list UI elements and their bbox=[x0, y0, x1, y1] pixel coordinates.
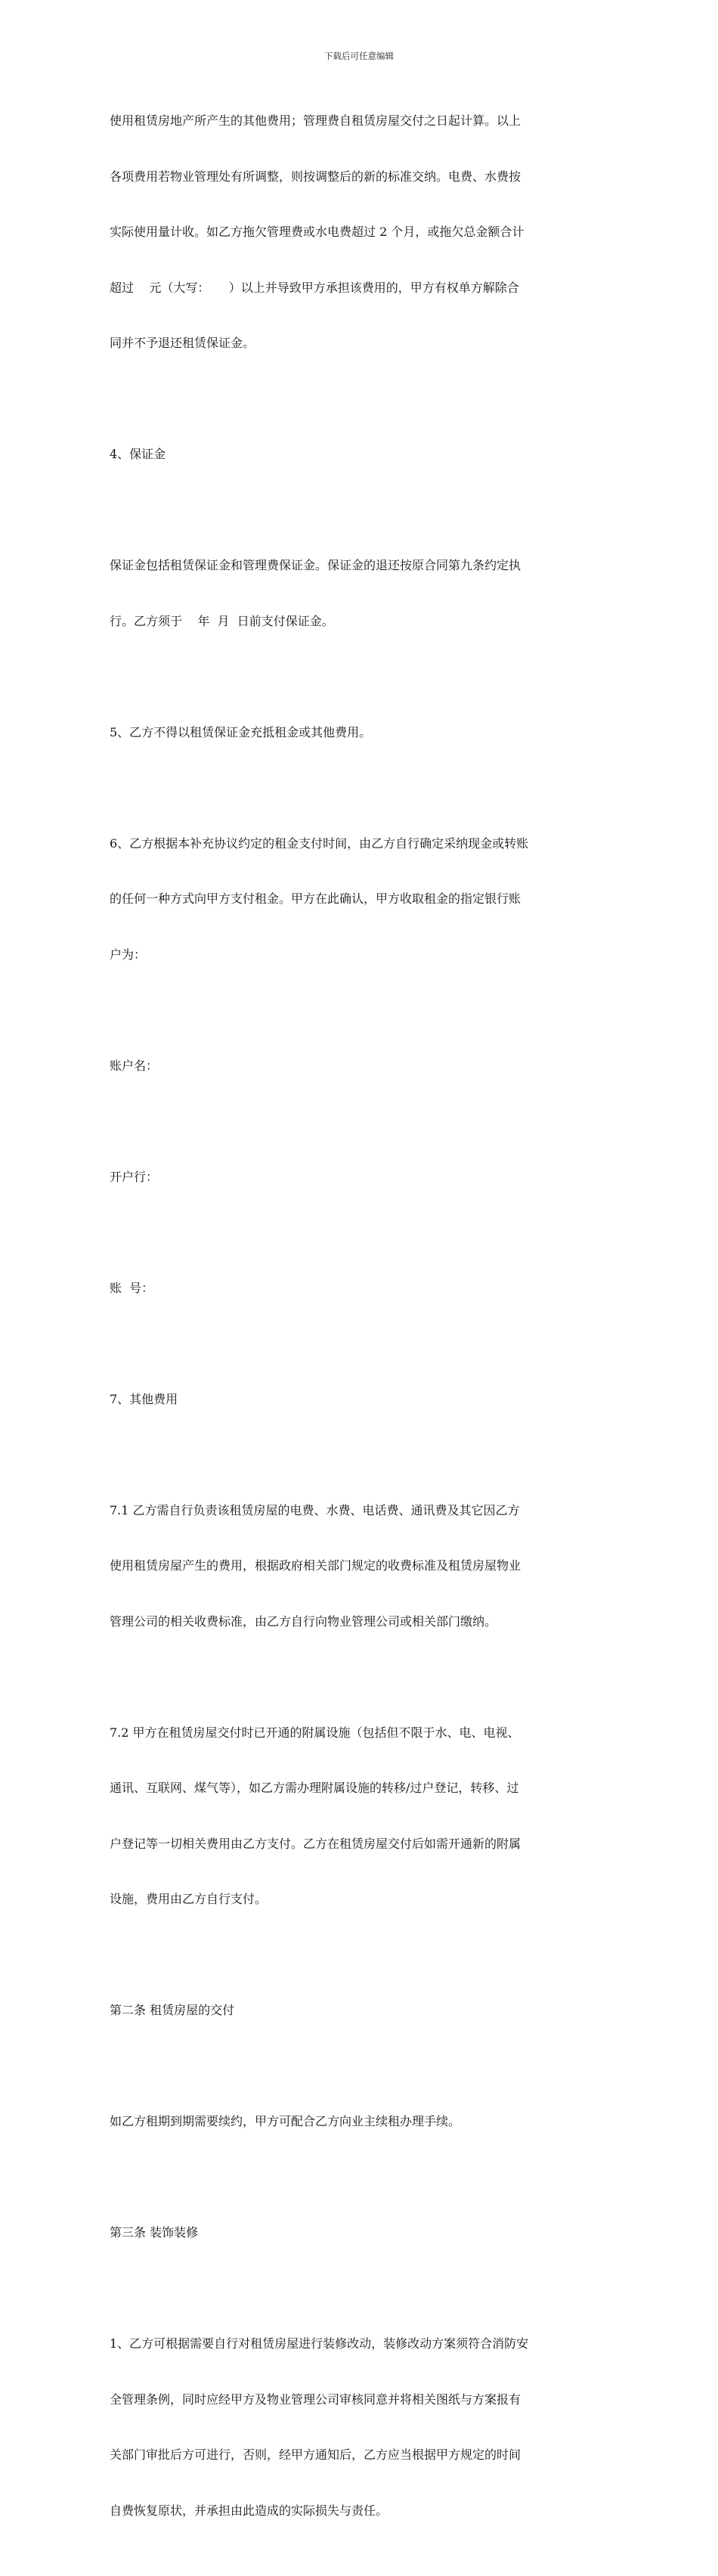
bank-field bbox=[110, 1131, 612, 1224]
text-line: 各项费用若物业管理处有所调整，则按调整后的新的标准交纳。电费、水费按 bbox=[110, 169, 521, 184]
text-line: 账户名： bbox=[110, 1058, 159, 1073]
text-line: 管理公司的相关收费标准，由乙方自行向物业管理公司或相关部门缴纳。 bbox=[110, 1613, 497, 1629]
text-line: 户登记等一切相关费用由乙方支付。乙方在租赁房屋交付后如需开通新的附属 bbox=[110, 1836, 521, 1851]
text-line: 第三条 装饰装修 bbox=[110, 2225, 199, 2240]
text-line: 账 号： bbox=[110, 1280, 154, 1295]
text-line: 设施，费用由乙方自行支付。 bbox=[110, 1892, 268, 1906]
text-line: 行。乙方须于 年 月 日前支付保证金。 bbox=[110, 613, 334, 628]
text-line: 保证金包括租赁保证金和管理费保证金。保证金的退还按原合同第九条约定执 bbox=[110, 558, 521, 572]
text-line: 户为： bbox=[110, 947, 147, 962]
text-line: 使用租赁房地产所产生的其他费用；管理费自租赁房屋交付之日起计算。以上 bbox=[110, 113, 521, 128]
text-line: 关部门审批后方可进行，否则，经甲方通知后，乙方应当根据甲方规定的时间 bbox=[110, 2447, 521, 2462]
account-name-field bbox=[110, 1020, 612, 1113]
paragraph-deposit bbox=[110, 519, 612, 668]
text-line: 实际使用量计收。如乙方拖欠管理费或水电费超过 2 个月，或拖欠总金额合计 bbox=[110, 225, 525, 239]
text-line: 使用租赁房屋产生的费用，根据政府相关部门规定的收费标准及租赁房屋物业 bbox=[110, 1558, 521, 1573]
account-number-field bbox=[110, 1242, 612, 1335]
page-header: 下载后可任意编辑 bbox=[324, 51, 394, 61]
text-line: 通讯、互联网、煤气等），如乙方需办理附属设施的转移/过户登记，转移、过 bbox=[110, 1781, 519, 1795]
text-line: 自费恢复原状，并承担由此造成的实际损失与责任。 bbox=[110, 2503, 388, 2518]
text-line: 超过 元（大写： ）以上并导致甲方承担该费用的，甲方有权单方解除合 bbox=[110, 280, 519, 295]
heading-article-2 bbox=[110, 1964, 612, 2057]
text-line: 第二条 租赁房屋的交付 bbox=[110, 2003, 235, 2017]
paragraph-item-5 bbox=[110, 687, 612, 780]
text-line: 7.2 甲方在租赁房屋交付时已开通的附属设施（包括但不限于水、电、电视、 bbox=[110, 1725, 520, 1740]
paragraph-article-2 bbox=[110, 2075, 612, 2168]
text-line: 的任何一种方式向甲方支付租金。甲方在此确认，甲方收取租金的指定银行账 bbox=[110, 891, 521, 906]
text-line: 7、其他费用 bbox=[110, 1391, 178, 1406]
paragraph-fees-continued bbox=[110, 75, 612, 390]
text-line: 6、乙方根据本补充协议约定的租金支付时间，由乙方自行确定采纳现金或转账 bbox=[110, 835, 529, 851]
text-line: 同并不予退还租赁保证金。 bbox=[110, 336, 255, 350]
text-line: 全管理条例，同时应经甲方及物业管理公司审核同意并将相关图纸与方案报有 bbox=[110, 2392, 521, 2407]
text-line: 4、保证金 bbox=[110, 447, 166, 461]
heading-deposit bbox=[110, 408, 612, 501]
paragraph-item-6 bbox=[110, 798, 612, 1002]
text-line: 开户行： bbox=[110, 1169, 159, 1184]
paragraph-7-1 bbox=[110, 1465, 612, 1669]
heading-other-fees bbox=[110, 1353, 612, 1446]
document-body bbox=[110, 75, 612, 2576]
text-line: 5、乙方不得以租赁保证金充抵租金或其他费用。 bbox=[110, 724, 372, 739]
text-line: 7.1 乙方需自行负责该租赁房屋的电费、水费、电话费、通讯费及其它因乙方 bbox=[110, 1502, 520, 1517]
paragraph-7-2 bbox=[110, 1687, 612, 1946]
text-line: 1、乙方可根据需要自行对租赁房屋进行装修改动，装修改动方案须符合消防安 bbox=[110, 2336, 529, 2351]
heading-article-3 bbox=[110, 2187, 612, 2280]
text-line: 如乙方租期到期需要续约，甲方可配合乙方向业主续租办理手续。 bbox=[110, 2114, 461, 2128]
paragraph-article-3-item-1 bbox=[110, 2298, 612, 2557]
